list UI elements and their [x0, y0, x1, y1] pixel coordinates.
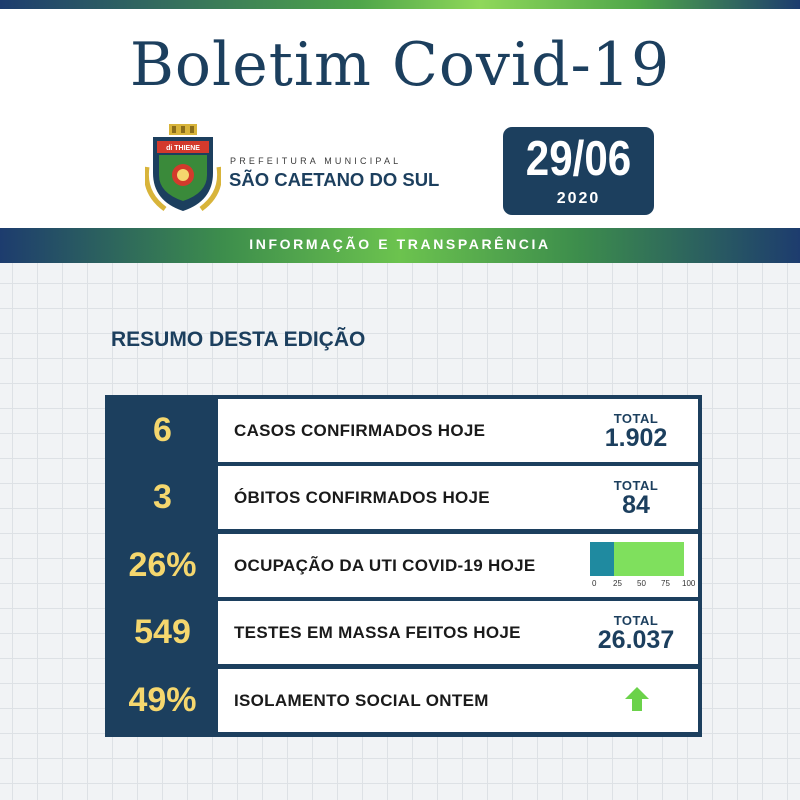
deaths-total-cell: [574, 466, 698, 529]
table-row-cases: [105, 399, 702, 462]
icu-occupancy-value: 26%: [128, 546, 197, 584]
icu-gauge-ticks: [582, 579, 696, 591]
gauge-tick: 75: [661, 579, 670, 588]
table-row-isolation: [105, 669, 702, 732]
cases-total-label: TOTAL: [613, 411, 659, 426]
deaths-total-label: TOTAL: [613, 478, 659, 493]
icu-gauge: [590, 542, 684, 576]
arrow-up-icon: [624, 686, 650, 712]
cases-total-value: 1.902: [604, 424, 668, 452]
cases-total-cell: [574, 399, 698, 462]
banner-text: INFORMAÇÃO E TRANSPARÊNCIA: [249, 236, 551, 252]
city-name: SÃO CAETANO DO SUL: [229, 169, 440, 190]
cases-today-value: 6: [153, 411, 172, 449]
table-row-deaths: [105, 466, 702, 529]
gauge-tick: 25: [613, 579, 622, 588]
icu-occupancy-label: OCUPAÇÃO DA UTI COVID-19 HOJE: [218, 534, 672, 597]
isolation-label: ISOLAMENTO SOCIAL ONTEM: [218, 669, 672, 732]
tests-total-value: 26.037: [597, 626, 675, 654]
isolation-value: 49%: [128, 681, 197, 719]
top-gradient-bar: [0, 0, 800, 9]
date-day-month: 29/06: [525, 132, 632, 186]
header: [0, 9, 800, 228]
tests-total-cell: [574, 601, 698, 664]
tests-today-label: TESTES EM MASSA FEITOS HOJE: [218, 601, 672, 664]
gauge-tick: 50: [637, 579, 646, 588]
page-title: Boletim Covid-19: [129, 30, 671, 100]
deaths-total-value: 84: [622, 491, 650, 519]
cases-today-label: CASOS CONFIRMADOS HOJE: [218, 399, 672, 462]
summary-table: [105, 395, 702, 737]
table-row-icu: [105, 534, 702, 597]
banner: [0, 228, 800, 263]
date-badge: [503, 127, 654, 215]
deaths-today-label: ÓBITOS CONFIRMADOS HOJE: [218, 466, 672, 529]
prefeitura-label: PREFEITURA MUNICIPAL: [230, 156, 402, 166]
date-year: 2020: [556, 190, 601, 207]
gauge-tick: 100: [682, 579, 696, 588]
tests-today-value: 549: [134, 613, 191, 651]
crest-lettering: di THIENE: [166, 145, 200, 152]
section-title: RESUMO DESTA EDIÇÃO: [111, 328, 366, 351]
isolation-trend-cell: [574, 669, 698, 732]
table-row-tests: [105, 601, 702, 664]
gauge-tick: 0: [592, 579, 597, 588]
deaths-today-value: 3: [153, 478, 172, 516]
icu-gauge-fill: [590, 542, 614, 576]
city-crest-logo: [145, 123, 221, 213]
tests-total-label: TOTAL: [613, 613, 659, 628]
icu-gauge-cell: [574, 534, 698, 597]
